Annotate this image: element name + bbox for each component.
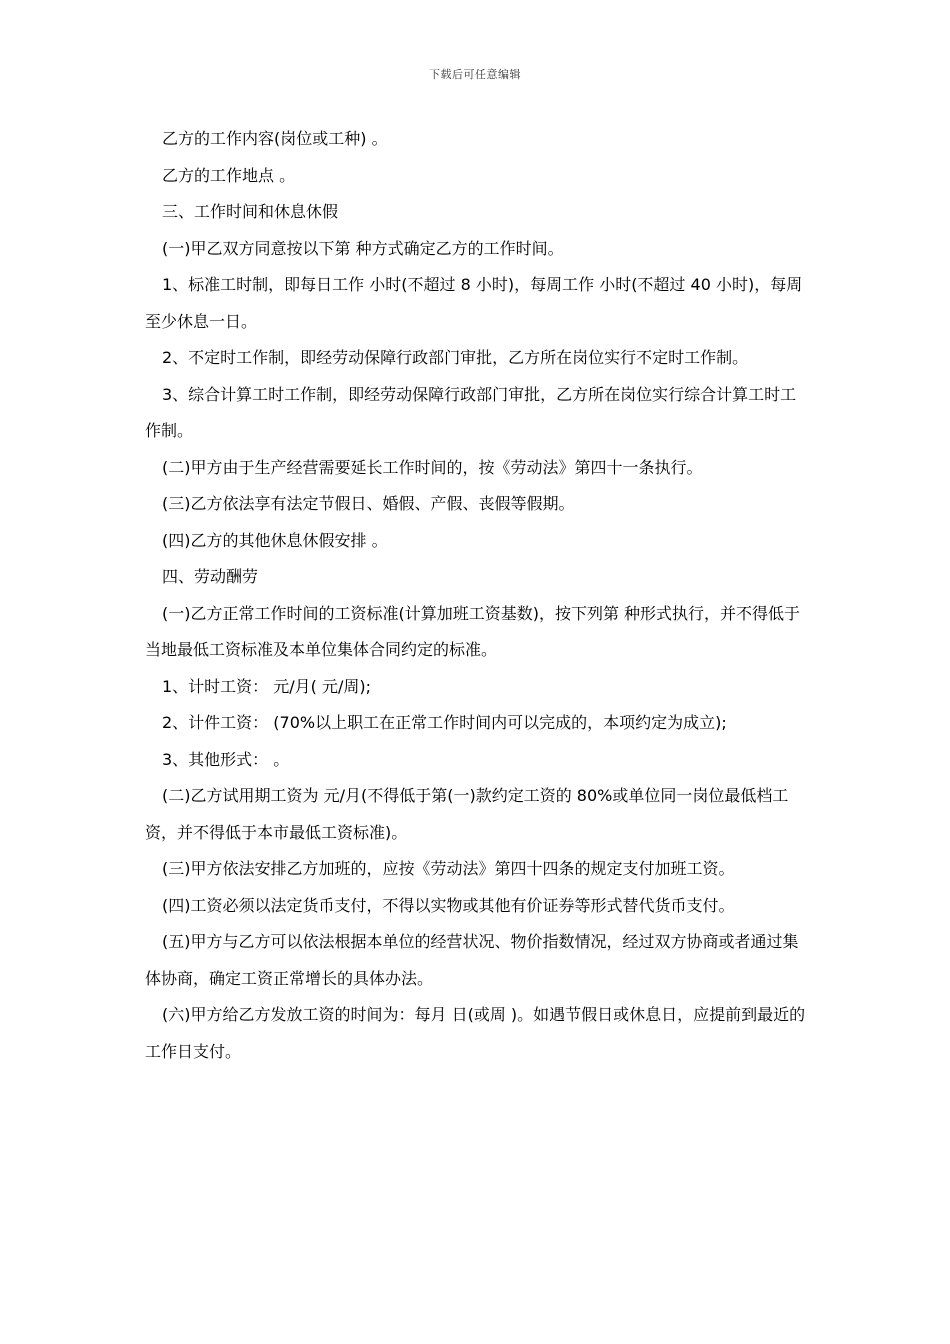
paragraph-other-leave: (四)乙方的其他休息休假安排 。 <box>162 530 388 550</box>
paragraph-probation-wage: (二)乙方试用期工资为 元/月(不得低于第(一)款约定工资的 80%或单位同一岗位最低档工资，并不得低于本市最低工资标准)。 <box>145 786 789 842</box>
paragraph-wage-growth: (五)甲方与乙方可以依法根据本单位的经营状况、物价指数情况，经过双方协商或者通过集体协商，确定工资正常增长的具体办法。 <box>145 932 799 988</box>
paragraph-legal-tender: (四)工资必须以法定货币支付，不得以实物或其他有价证券等形式替代货币支付。 <box>162 895 735 915</box>
paragraph-time-wage: 1、计时工资： 元/月( 元/周); <box>162 676 372 696</box>
section-heading-remuneration: 四、劳动酬劳 <box>162 567 259 586</box>
section-heading-work-time: 三、工作时间和休息休假 <box>162 202 339 221</box>
paragraph-pay-date: (六)甲方给乙方发放工资的时间为：每月 日(或周 )。如遇节假日或休息日，应提前到最近的工作日支付。 <box>145 1005 806 1061</box>
paragraph-overtime-pay: (三)甲方依法安排乙方加班的，应按《劳动法》第四十四条的规定支付加班工资。 <box>162 859 735 878</box>
paragraph-work-time-method: (一)甲乙双方同意按以下第 种方式确定乙方的工作时间。 <box>162 238 564 258</box>
page-header: 下载后可任意编辑 <box>429 68 521 81</box>
paragraph-work-location: 乙方的工作地点 。 <box>162 165 296 185</box>
paragraph-statutory-leave: (三)乙方依法享有法定节假日、婚假、产假、丧假等假期。 <box>162 494 575 513</box>
paragraph-wage-standard: (一)乙方正常工作时间的工资标准(计算加班工资基数)，按下列第 种形式执行，并不得低于当地最低工资标准及本单位集体合同约定的标准。 <box>145 603 801 659</box>
paragraph-work-content: 乙方的工作内容(岗位或工种) 。 <box>162 129 388 148</box>
paragraph-piece-wage: 2、计件工资： (70%以上职工在正常工作时间内可以完成的，本项约定为成立); <box>162 713 727 732</box>
paragraph-standard-hours: 1、标准工时制，即每日工作 小时(不超过 8 小时)，每周工作 小时(不超过 40 小时)，每周至少休息一日。 <box>145 275 803 331</box>
paragraph-overtime-extension: (二)甲方由于生产经营需要延长工作时间的，按《劳动法》第四十一条执行。 <box>162 457 703 477</box>
paragraph-comprehensive-hours: 3、综合计算工时工作制，即经劳动保障行政部门审批，乙方所在岗位实行综合计算工时工作制。 <box>145 384 797 440</box>
document-body <box>145 121 810 1070</box>
paragraph-flexible-hours: 2、不定时工作制，即经劳动保障行政部门审批，乙方所在岗位实行不定时工作制。 <box>162 348 749 367</box>
paragraph-other-form: 3、其他形式： 。 <box>162 749 290 769</box>
